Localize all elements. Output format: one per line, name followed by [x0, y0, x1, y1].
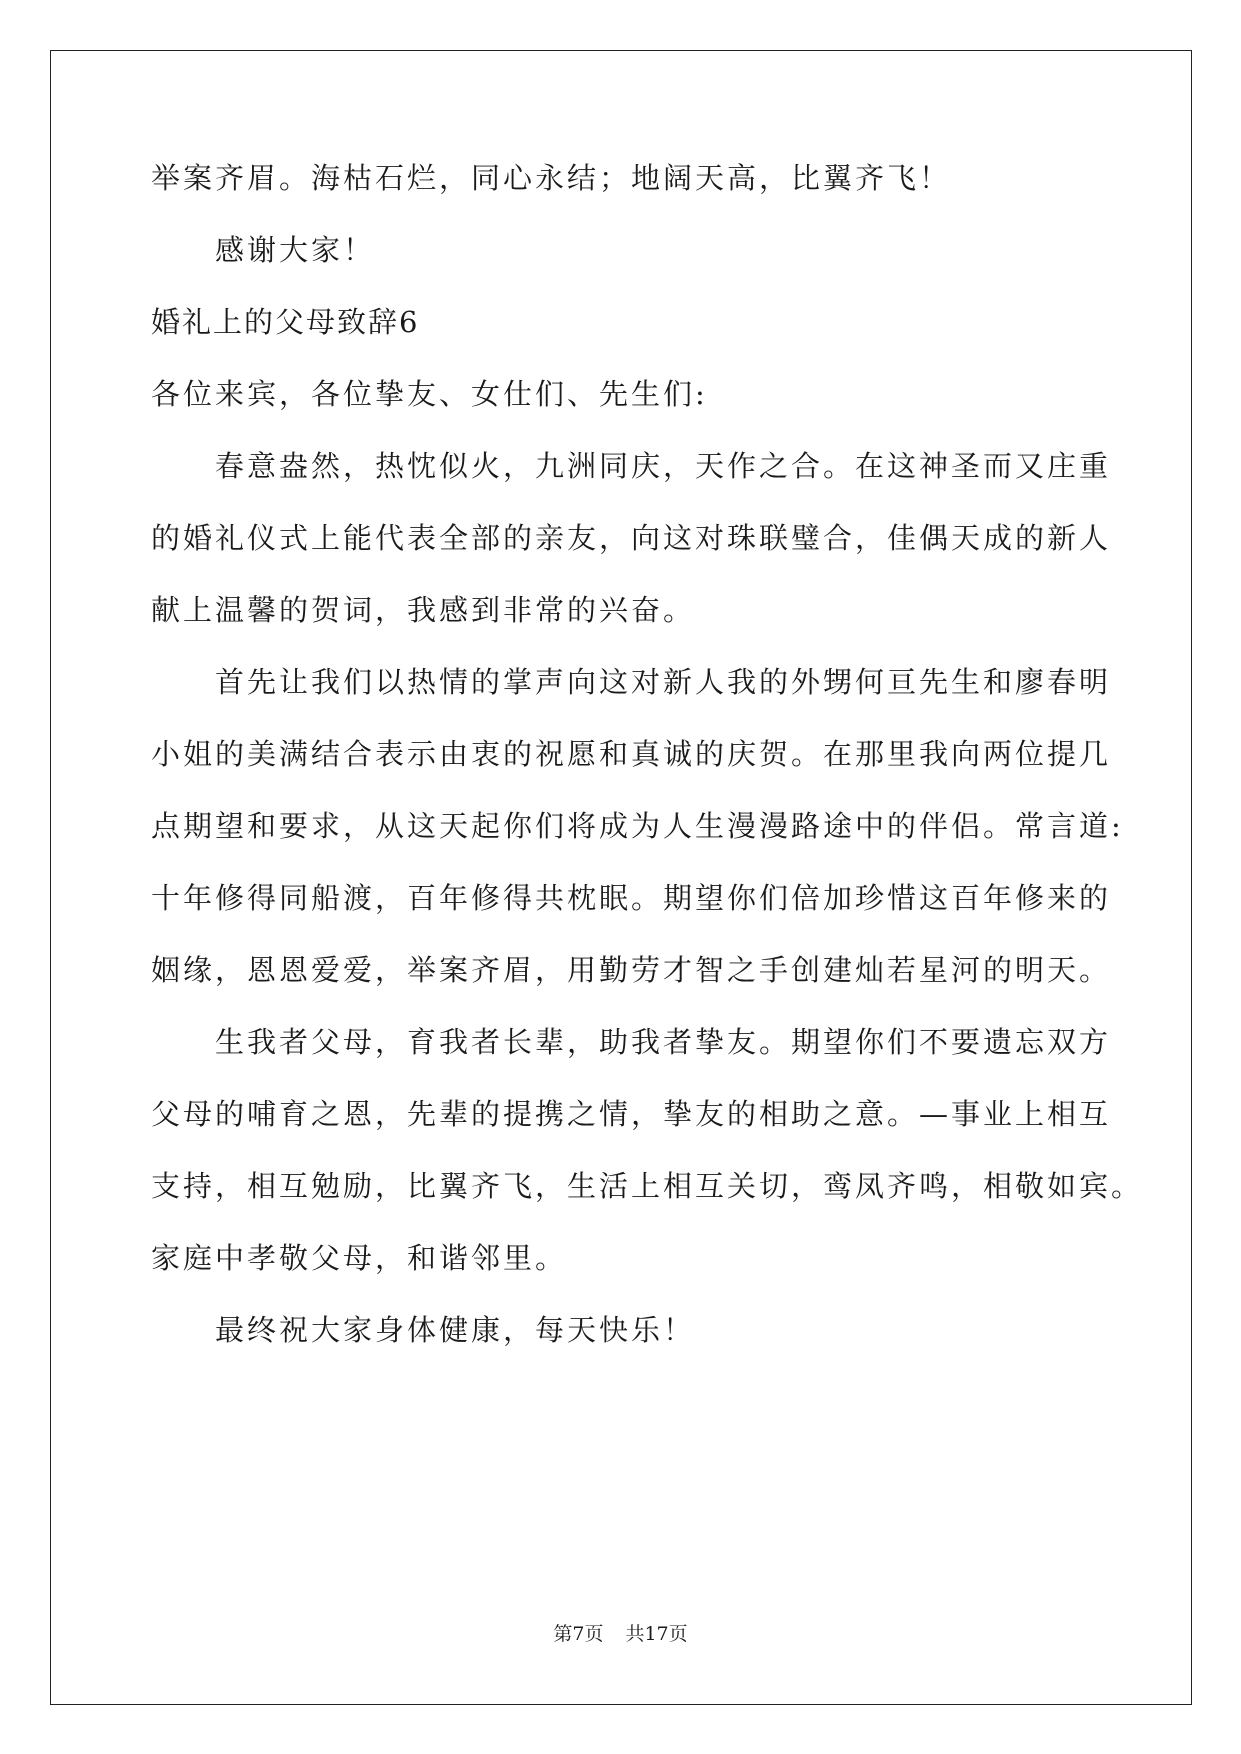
text-line: 姻缘，恩恩爱爱，举案齐眉，用勤劳才智之手创建灿若星河的明天。 — [151, 953, 1112, 987]
section-heading: 婚礼上的父母致辞6 — [151, 305, 420, 339]
text-line: 生我者父母，育我者长辈，助我者挚友。期望你们不要遗忘双方 — [215, 1025, 1112, 1059]
text-line: 献上温馨的贺词，我感到非常的兴奋。 — [151, 593, 696, 627]
text-line: 感谢大家！ — [215, 233, 376, 267]
total-pages: 共17页 — [625, 1623, 688, 1645]
text-line: 的婚礼仪式上能代表全部的亲友，向这对珠联璧合，佳偶天成的新人 — [151, 521, 1112, 555]
text-line: 十年修得同船渡，百年修得共枕眠。期望你们倍加珍惜这百年修来的 — [151, 881, 1112, 915]
text-line: 父母的哺育之恩，先辈的提携之情，挚友的相助之意。—事业上相互 — [151, 1097, 1112, 1131]
text-line: 春意盎然，热忱似火，九洲同庆，天作之合。在这神圣而又庄重 — [215, 449, 1112, 483]
text-line: 点期望和要求，从这天起你们将成为人生漫漫路途中的伴侣。常言道: — [151, 809, 1124, 843]
text-line: 小姐的美满结合表示由衷的祝愿和真诚的庆贺。在那里我向两位提几 — [151, 737, 1112, 771]
page-footer — [0, 1621, 1241, 1647]
text-line: 举案齐眉。海枯石烂，同心永结；地阔天高，比翼齐飞！ — [151, 161, 952, 195]
salutation-line: 各位来宾，各位挚友、女仕们、先生们: — [151, 377, 708, 411]
text-line: 最终祝大家身体健康，每天快乐！ — [215, 1313, 696, 1347]
text-line: 首先让我们以热情的掌声向这对新人我的外甥何亘先生和廖春明 — [215, 665, 1112, 699]
text-line: 支持，相互勉励，比翼齐飞，生活上相互关切，鸾凤齐鸣，相敬如宾。 — [151, 1169, 1144, 1203]
page-number: 第7页 — [553, 1623, 604, 1645]
text-line: 家庭中孝敬父母，和谐邻里。 — [151, 1241, 568, 1275]
